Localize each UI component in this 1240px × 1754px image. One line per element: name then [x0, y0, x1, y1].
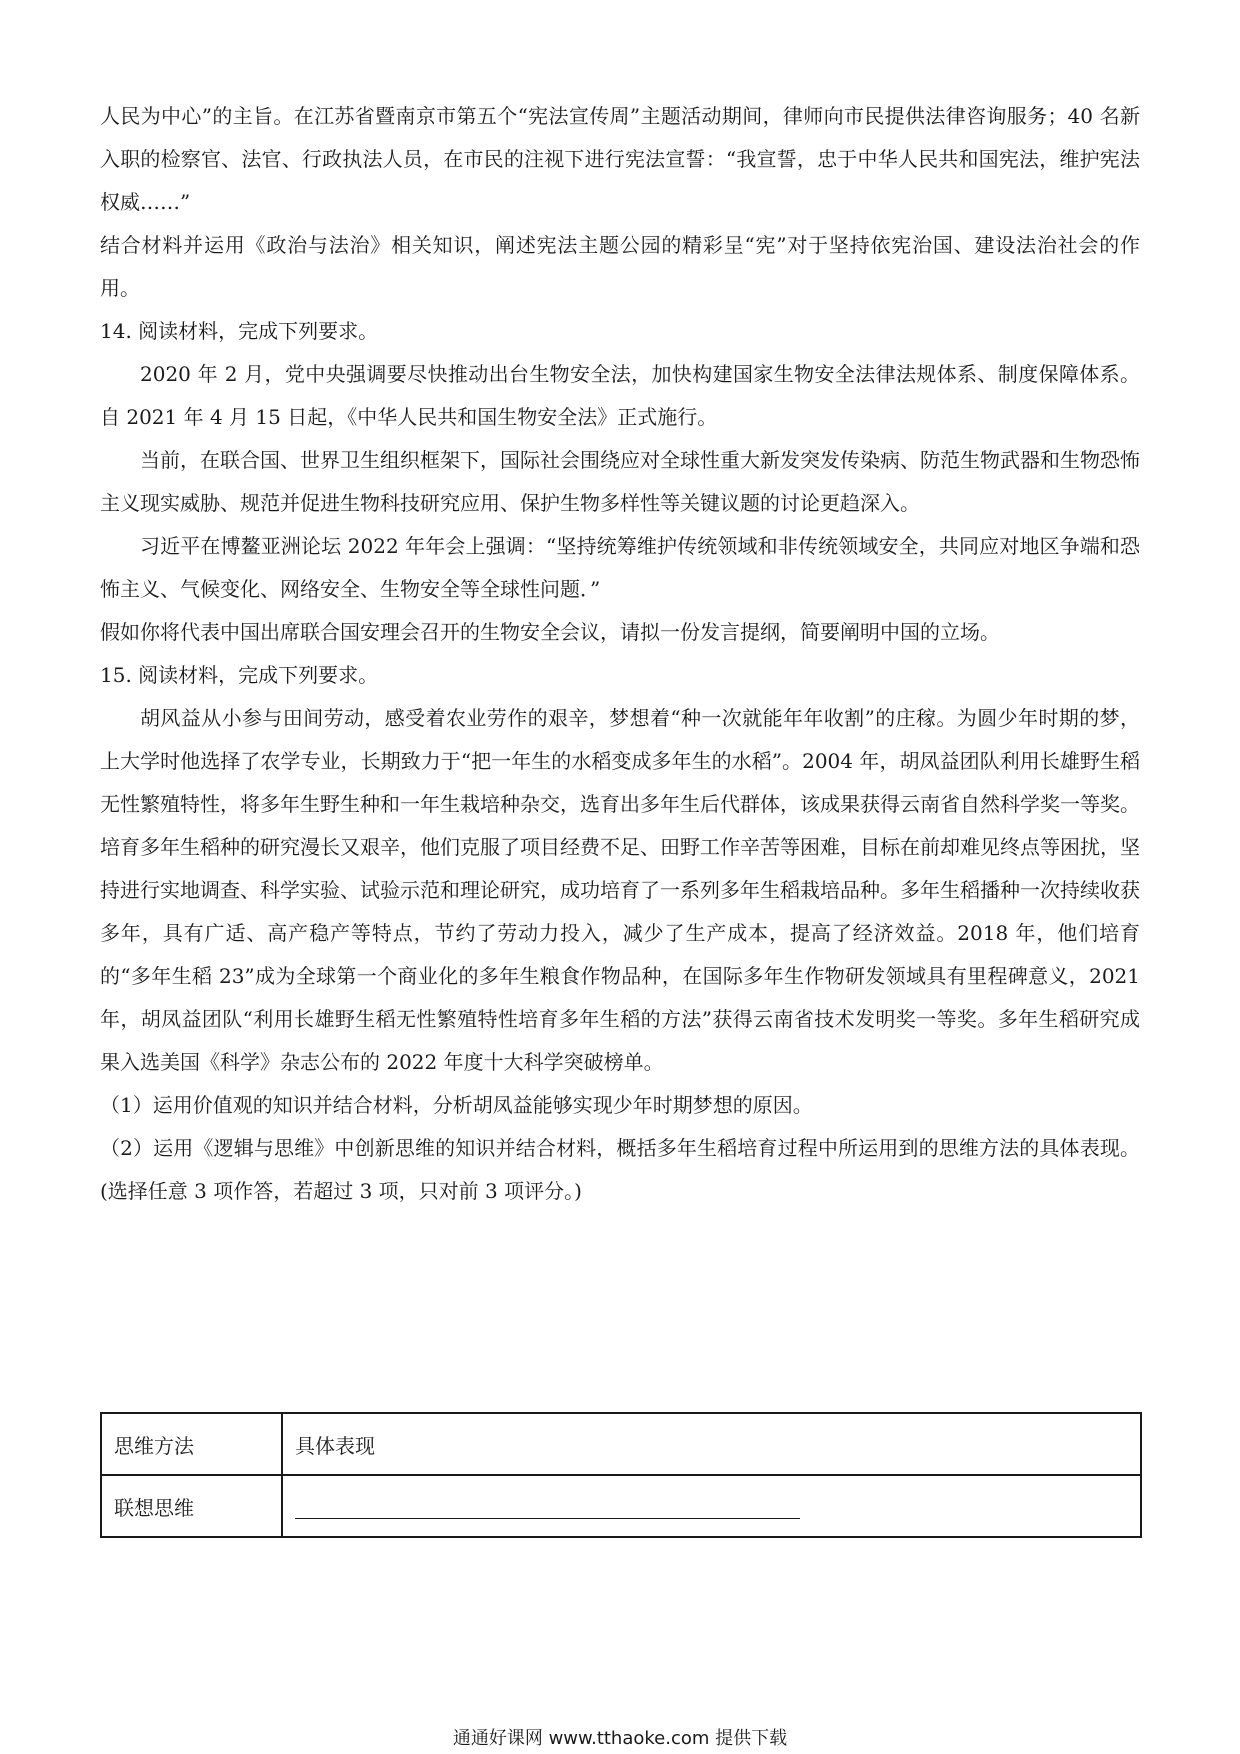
question-15-sub-2: （2）运用《逻辑与思维》中创新思维的知识并结合材料，概括多年生稻培育过程中所运用到的思维方法的具体表现。(选择任意 3 项作答，若超过 3 项，只对前 3 项评分。) [100, 1136, 1140, 1203]
question-15-sub-1: （1）运用价值观的知识并结合材料，分析胡凤益能够实现少年时期梦想的原因。 [100, 1093, 813, 1117]
table-header-detail: 具体表现 [282, 1413, 1141, 1475]
table-header-method: 思维方法 [101, 1413, 282, 1475]
thinking-method-table [100, 1412, 1142, 1538]
question-14-paragraph-1: 2020 年 2 月，党中央强调要尽快推动出台生物安全法，加快构建国家生物安全法律法规体系、制度保障体系。自 2021 年 4 月 15 日起，《中华人民共和国生物安全法》正式施行。 [100, 362, 1140, 429]
question-15-title: 15. 阅读材料，完成下列要求。 [100, 663, 379, 687]
document-page [100, 95, 1140, 1213]
question-14-prompt: 假如你将代表中国出席联合国安理会召开的生物安全会议，请拟一份发言提纲，简要阐明中国的立场。 [100, 620, 1000, 644]
answer-blank-line[interactable] [295, 1496, 800, 1519]
question-13-prompt: 结合材料并运用《政治与法治》相关知识，阐述宪法主题公园的精彩呈“宪”对于坚持依宪治国、建设法治社会的作用。 [100, 233, 1140, 300]
table-cell-method: 联想思维 [101, 1475, 282, 1537]
question-14-paragraph-2: 当前，在联合国、世界卫生组织框架下，国际社会围绕应对全球性重大新发突发传染病、防范生物武器和生物恐怖主义现实威胁、规范并促进生物科技研究应用、保护生物多样性等关键议题的讨论更趋深入。 [100, 448, 1140, 515]
page-footer: 通通好课网 www.tthaoke.com 提供下载 [452, 1728, 788, 1749]
table-cell-answer[interactable] [282, 1475, 1141, 1537]
table-header-row [101, 1413, 1141, 1475]
question-14-paragraph-3: 习近平在博鳌亚洲论坛 2022 年年会上强调：“坚持统筹维护传统领域和非传统领域安全，共同应对地区争端和恐怖主义、气候变化、网络安全、生物安全等全球性问题．” [100, 534, 1140, 601]
question-14-title: 14. 阅读材料，完成下列要求。 [100, 319, 379, 343]
table-row [101, 1475, 1141, 1537]
material-13-text: 人民为中心”的主旨。在江苏省暨南京市第五个“宪法宣传周”主题活动期间，律师向市民提供法律咨询服务；40 名新入职的检察官、法官、行政执法人员，在市民的注视下进行宪法宣誓：“我宣誓，忠于中华人民共和国宪法，维护宪法权威……” [100, 104, 1140, 214]
question-15-paragraph: 胡风益从小参与田间劳动，感受着农业劳作的艰辛，梦想着“种一次就能年年收割”的庄稼。为圆少年时期的梦，上大学时他选择了农学专业，长期致力于“把一年生的水稻变成多年生的水稻”。2004 年，胡凤益团队利用长雄野生稻无性繁殖特性，将多年生野生种和一年生栽培种杂交，选育出多年生后代群体，该成果获得云南省自然科学奖一等奖。培育多年生稻种的研究漫长又艰辛，他们克服了项目经费不足、田野工作辛苦等困难，目标在前却难见终点等困扰，坚持进行实地调查、科学实验、试验示范和理论研究，成功培育了一系列多年生稻栽培品种。多年生稻播种一次持续收获多年，具有广适、高产稳产等特点，节约了劳动力投入，减少了生产成本，提高了经济效益。2018 年，他们培育的“多年生稻 23”成为全球第一个商业化的多年生粮食作物品种，在国际多年生作物研发领域具有里程碑意义，2021 年，胡凤益团队“利用长雄野生稻无性繁殖特性培育多年生稻的方法”获得云南省技术发明奖一等奖。多年生稻研究成果入选美国《科学》杂志公布的 2022 年度十大科学突破榜单。 [100, 706, 1140, 1074]
